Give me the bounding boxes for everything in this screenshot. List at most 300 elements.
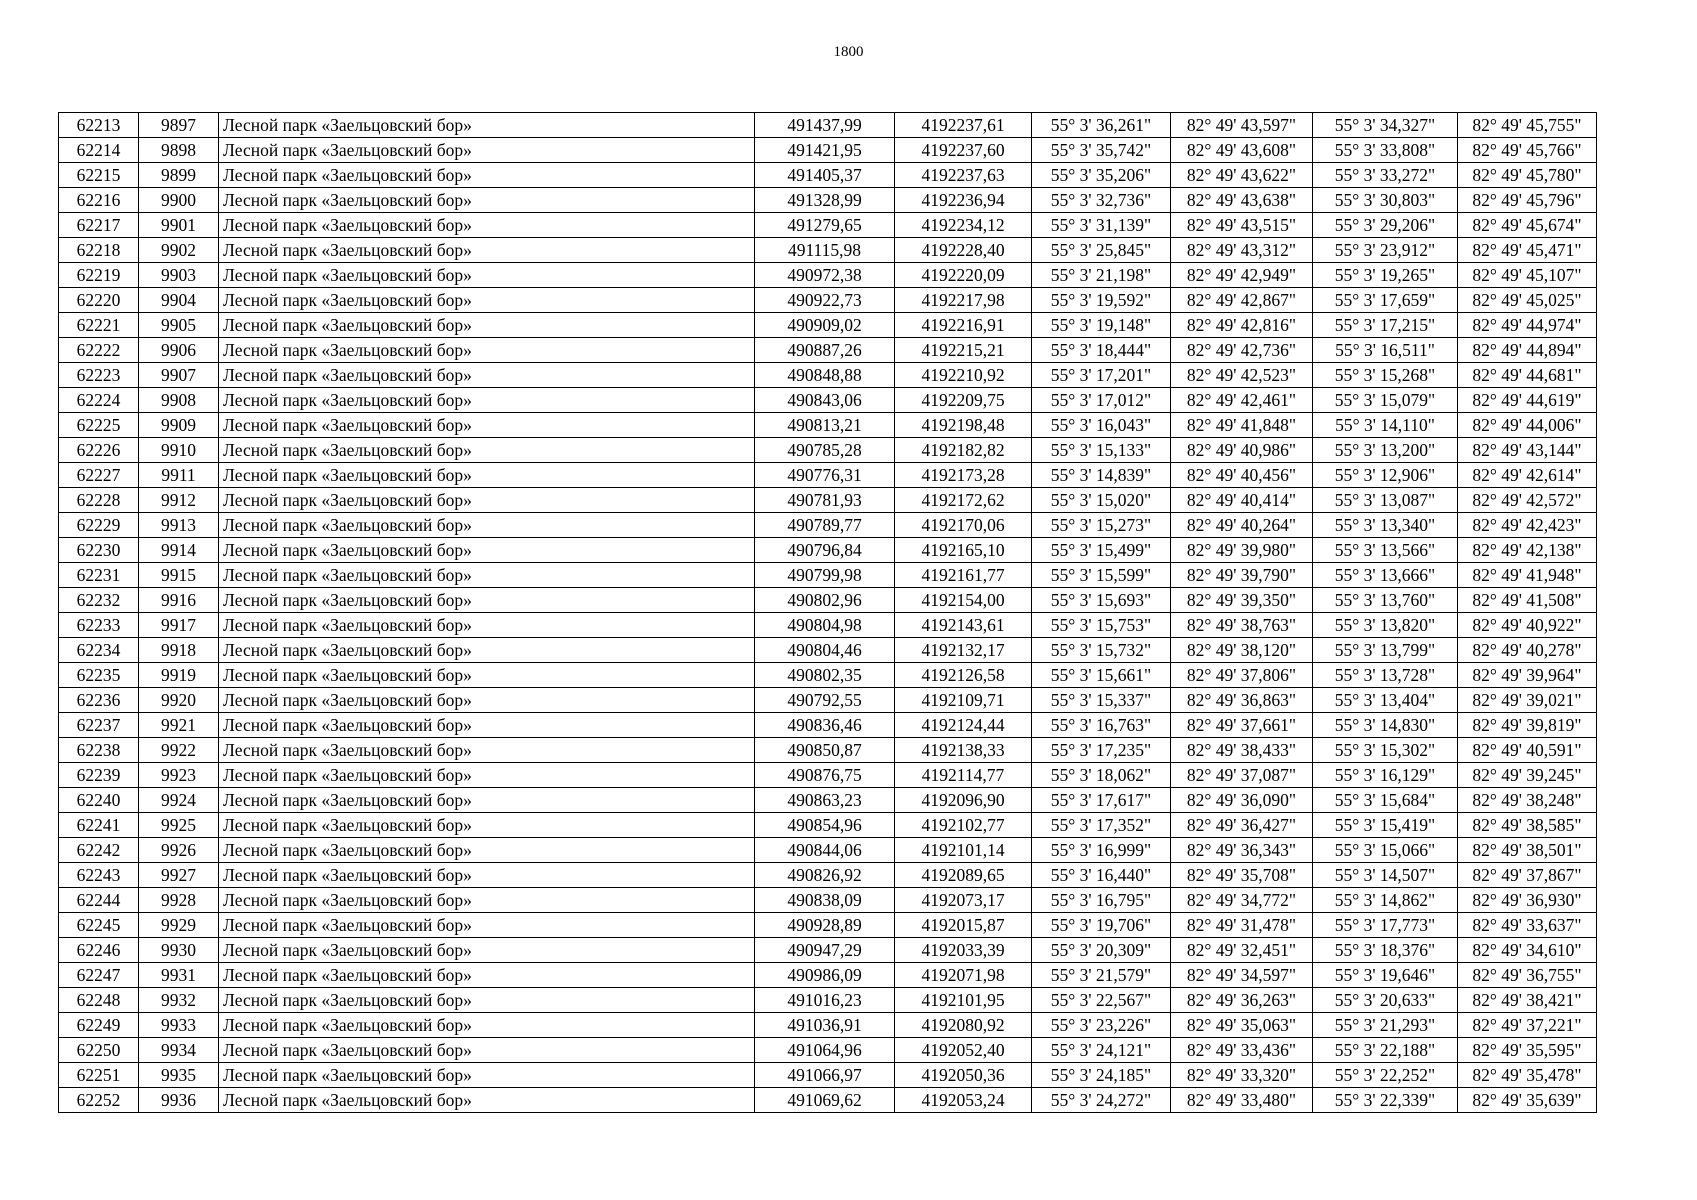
cell-latitude-2: 55° 3' 13,200" [1313, 438, 1458, 463]
cell-row-index: 62250 [59, 1038, 139, 1063]
cell-coord-y: 4192198,48 [895, 413, 1032, 438]
table-row [59, 863, 1597, 888]
cell-row-index: 62249 [59, 1013, 139, 1038]
cell-longitude-2: 82° 49' 42,614" [1458, 463, 1597, 488]
cell-coord-y: 4192172,62 [895, 488, 1032, 513]
cell-latitude-1: 55° 3' 15,133" [1032, 438, 1171, 463]
cell-row-index: 62225 [59, 413, 139, 438]
table-row [59, 1038, 1597, 1063]
cell-longitude-2: 82° 49' 33,637" [1458, 913, 1597, 938]
cell-latitude-2: 55° 3' 15,684" [1313, 788, 1458, 813]
cell-latitude-2: 55° 3' 13,566" [1313, 538, 1458, 563]
cell-row-index: 62216 [59, 188, 139, 213]
cell-latitude-2: 55° 3' 15,066" [1313, 838, 1458, 863]
cell-latitude-1: 55° 3' 16,999" [1032, 838, 1171, 863]
cell-latitude-1: 55° 3' 36,261" [1032, 113, 1171, 138]
cell-coord-y: 4192033,39 [895, 938, 1032, 963]
cell-latitude-1: 55° 3' 20,309" [1032, 938, 1171, 963]
table-row [59, 588, 1597, 613]
cell-object-name: Лесной парк «Заельцовский бор» [219, 1088, 755, 1113]
cell-object-name: Лесной парк «Заельцовский бор» [219, 363, 755, 388]
cell-longitude-1: 82° 49' 42,867" [1171, 288, 1313, 313]
cell-coord-x: 490826,92 [755, 863, 895, 888]
cell-latitude-2: 55° 3' 15,079" [1313, 388, 1458, 413]
cell-object-name: Лесной парк «Заельцовский бор» [219, 713, 755, 738]
cell-object-name: Лесной парк «Заельцовский бор» [219, 113, 755, 138]
cell-latitude-1: 55° 3' 15,693" [1032, 588, 1171, 613]
cell-longitude-1: 82° 49' 39,790" [1171, 563, 1313, 588]
cell-object-name: Лесной парк «Заельцовский бор» [219, 688, 755, 713]
cell-object-name: Лесной парк «Заельцовский бор» [219, 563, 755, 588]
cell-point-number: 9918 [139, 638, 219, 663]
cell-coord-y: 4192089,65 [895, 863, 1032, 888]
table-row [59, 188, 1597, 213]
cell-point-number: 9911 [139, 463, 219, 488]
table-row [59, 1063, 1597, 1088]
cell-longitude-1: 82° 49' 36,427" [1171, 813, 1313, 838]
cell-point-number: 9935 [139, 1063, 219, 1088]
cell-longitude-2: 82° 49' 44,619" [1458, 388, 1597, 413]
cell-longitude-1: 82° 49' 43,622" [1171, 163, 1313, 188]
cell-longitude-1: 82° 49' 34,597" [1171, 963, 1313, 988]
cell-point-number: 9906 [139, 338, 219, 363]
cell-longitude-2: 82° 49' 45,107" [1458, 263, 1597, 288]
cell-longitude-2: 82° 49' 37,221" [1458, 1013, 1597, 1038]
cell-latitude-2: 55° 3' 20,633" [1313, 988, 1458, 1013]
cell-latitude-1: 55° 3' 19,706" [1032, 913, 1171, 938]
cell-latitude-2: 55° 3' 15,302" [1313, 738, 1458, 763]
cell-row-index: 62231 [59, 563, 139, 588]
cell-coord-y: 4192050,36 [895, 1063, 1032, 1088]
table-row [59, 1013, 1597, 1038]
table-row [59, 988, 1597, 1013]
cell-coord-y: 4192237,60 [895, 138, 1032, 163]
cell-latitude-1: 55° 3' 15,337" [1032, 688, 1171, 713]
cell-row-index: 62224 [59, 388, 139, 413]
cell-coord-x: 490792,55 [755, 688, 895, 713]
cell-coord-x: 490854,96 [755, 813, 895, 838]
cell-longitude-2: 82° 49' 40,278" [1458, 638, 1597, 663]
table-row [59, 663, 1597, 688]
cell-latitude-2: 55° 3' 13,404" [1313, 688, 1458, 713]
cell-object-name: Лесной парк «Заельцовский бор» [219, 638, 755, 663]
cell-point-number: 9929 [139, 913, 219, 938]
cell-latitude-1: 55° 3' 24,121" [1032, 1038, 1171, 1063]
cell-coord-x: 490836,46 [755, 713, 895, 738]
cell-longitude-1: 82° 49' 35,708" [1171, 863, 1313, 888]
cell-coord-y: 4192165,10 [895, 538, 1032, 563]
cell-row-index: 62252 [59, 1088, 139, 1113]
cell-point-number: 9912 [139, 488, 219, 513]
table-row [59, 438, 1597, 463]
cell-coord-y: 4192101,14 [895, 838, 1032, 863]
cell-longitude-1: 82° 49' 31,478" [1171, 913, 1313, 938]
cell-coord-y: 4192210,92 [895, 363, 1032, 388]
cell-row-index: 62221 [59, 313, 139, 338]
cell-row-index: 62246 [59, 938, 139, 963]
cell-point-number: 9898 [139, 138, 219, 163]
cell-object-name: Лесной парк «Заельцовский бор» [219, 263, 755, 288]
cell-point-number: 9910 [139, 438, 219, 463]
cell-object-name: Лесной парк «Заельцовский бор» [219, 913, 755, 938]
cell-point-number: 9928 [139, 888, 219, 913]
cell-latitude-2: 55° 3' 16,129" [1313, 763, 1458, 788]
cell-coord-x: 490789,77 [755, 513, 895, 538]
cell-coord-y: 4192170,06 [895, 513, 1032, 538]
cell-latitude-1: 55° 3' 23,226" [1032, 1013, 1171, 1038]
table-row [59, 813, 1597, 838]
cell-longitude-1: 82° 49' 37,661" [1171, 713, 1313, 738]
cell-coord-y: 4192114,77 [895, 763, 1032, 788]
cell-longitude-2: 82° 49' 45,755" [1458, 113, 1597, 138]
cell-coord-x: 490804,46 [755, 638, 895, 663]
table-row [59, 888, 1597, 913]
cell-longitude-1: 82° 49' 43,515" [1171, 213, 1313, 238]
cell-latitude-2: 55° 3' 12,906" [1313, 463, 1458, 488]
cell-longitude-2: 82° 49' 41,948" [1458, 563, 1597, 588]
cell-coord-x: 490909,02 [755, 313, 895, 338]
cell-latitude-2: 55° 3' 15,419" [1313, 813, 1458, 838]
cell-latitude-2: 55° 3' 14,862" [1313, 888, 1458, 913]
table-row [59, 638, 1597, 663]
cell-row-index: 62228 [59, 488, 139, 513]
cell-latitude-1: 55° 3' 35,206" [1032, 163, 1171, 188]
cell-coord-y: 4192102,77 [895, 813, 1032, 838]
cell-object-name: Лесной парк «Заельцовский бор» [219, 963, 755, 988]
cell-longitude-1: 82° 49' 38,120" [1171, 638, 1313, 663]
cell-longitude-2: 82° 49' 39,819" [1458, 713, 1597, 738]
cell-longitude-2: 82° 49' 34,610" [1458, 938, 1597, 963]
cell-longitude-1: 82° 49' 36,090" [1171, 788, 1313, 813]
cell-object-name: Лесной парк «Заельцовский бор» [219, 1038, 755, 1063]
cell-coord-x: 490863,23 [755, 788, 895, 813]
cell-latitude-2: 55° 3' 22,188" [1313, 1038, 1458, 1063]
table-row [59, 513, 1597, 538]
cell-row-index: 62237 [59, 713, 139, 738]
cell-object-name: Лесной парк «Заельцовский бор» [219, 538, 755, 563]
cell-point-number: 9900 [139, 188, 219, 213]
cell-latitude-1: 55° 3' 17,617" [1032, 788, 1171, 813]
cell-latitude-1: 55° 3' 21,198" [1032, 263, 1171, 288]
cell-latitude-1: 55° 3' 17,012" [1032, 388, 1171, 413]
cell-longitude-1: 82° 49' 43,597" [1171, 113, 1313, 138]
cell-longitude-1: 82° 49' 42,736" [1171, 338, 1313, 363]
cell-coord-x: 490850,87 [755, 738, 895, 763]
cell-coord-y: 4192217,98 [895, 288, 1032, 313]
cell-object-name: Лесной парк «Заельцовский бор» [219, 338, 755, 363]
cell-point-number: 9921 [139, 713, 219, 738]
cell-coord-x: 490972,38 [755, 263, 895, 288]
cell-object-name: Лесной парк «Заельцовский бор» [219, 213, 755, 238]
cell-object-name: Лесной парк «Заельцовский бор» [219, 738, 755, 763]
cell-longitude-2: 82° 49' 41,508" [1458, 588, 1597, 613]
cell-point-number: 9922 [139, 738, 219, 763]
cell-latitude-1: 55° 3' 16,043" [1032, 413, 1171, 438]
cell-longitude-1: 82° 49' 43,312" [1171, 238, 1313, 263]
cell-object-name: Лесной парк «Заельцовский бор» [219, 663, 755, 688]
cell-latitude-2: 55° 3' 13,799" [1313, 638, 1458, 663]
cell-point-number: 9933 [139, 1013, 219, 1038]
cell-coord-y: 4192220,09 [895, 263, 1032, 288]
cell-row-index: 62232 [59, 588, 139, 613]
cell-coord-y: 4192216,91 [895, 313, 1032, 338]
cell-coord-x: 490804,98 [755, 613, 895, 638]
cell-point-number: 9926 [139, 838, 219, 863]
cell-latitude-2: 55° 3' 17,773" [1313, 913, 1458, 938]
cell-coord-x: 490843,06 [755, 388, 895, 413]
cell-coord-y: 4192080,92 [895, 1013, 1032, 1038]
cell-coord-x: 490887,26 [755, 338, 895, 363]
cell-row-index: 62239 [59, 763, 139, 788]
cell-latitude-2: 55° 3' 13,760" [1313, 588, 1458, 613]
cell-point-number: 9904 [139, 288, 219, 313]
cell-longitude-2: 82° 49' 35,639" [1458, 1088, 1597, 1113]
cell-latitude-1: 55° 3' 16,795" [1032, 888, 1171, 913]
cell-coord-x: 490928,89 [755, 913, 895, 938]
cell-coord-x: 491437,99 [755, 113, 895, 138]
cell-latitude-2: 55° 3' 14,110" [1313, 413, 1458, 438]
table-row [59, 238, 1597, 263]
cell-row-index: 62214 [59, 138, 139, 163]
cell-longitude-2: 82° 49' 45,674" [1458, 213, 1597, 238]
cell-longitude-2: 82° 49' 39,245" [1458, 763, 1597, 788]
cell-coord-x: 490947,29 [755, 938, 895, 963]
cell-row-index: 62234 [59, 638, 139, 663]
cell-row-index: 62230 [59, 538, 139, 563]
cell-longitude-1: 82° 49' 33,480" [1171, 1088, 1313, 1113]
cell-point-number: 9927 [139, 863, 219, 888]
cell-latitude-2: 55° 3' 13,087" [1313, 488, 1458, 513]
cell-object-name: Лесной парк «Заельцовский бор» [219, 438, 755, 463]
cell-coord-x: 490802,35 [755, 663, 895, 688]
cell-coord-x: 490785,28 [755, 438, 895, 463]
table-row [59, 213, 1597, 238]
cell-longitude-2: 82° 49' 36,755" [1458, 963, 1597, 988]
cell-longitude-2: 82° 49' 42,423" [1458, 513, 1597, 538]
cell-point-number: 9932 [139, 988, 219, 1013]
cell-object-name: Лесной парк «Заельцовский бор» [219, 463, 755, 488]
cell-row-index: 62240 [59, 788, 139, 813]
table-row [59, 938, 1597, 963]
cell-longitude-2: 82° 49' 44,974" [1458, 313, 1597, 338]
cell-coord-y: 4192215,21 [895, 338, 1032, 363]
cell-point-number: 9901 [139, 213, 219, 238]
table-row [59, 413, 1597, 438]
table-row [59, 563, 1597, 588]
cell-point-number: 9915 [139, 563, 219, 588]
cell-longitude-2: 82° 49' 38,501" [1458, 838, 1597, 863]
cell-latitude-2: 55° 3' 18,376" [1313, 938, 1458, 963]
cell-longitude-1: 82° 49' 43,638" [1171, 188, 1313, 213]
cell-coord-y: 4192015,87 [895, 913, 1032, 938]
cell-object-name: Лесной парк «Заельцовский бор» [219, 888, 755, 913]
table-row [59, 738, 1597, 763]
cell-latitude-1: 55° 3' 19,148" [1032, 313, 1171, 338]
cell-coord-y: 4192228,40 [895, 238, 1032, 263]
cell-longitude-1: 82° 49' 40,986" [1171, 438, 1313, 463]
cell-object-name: Лесной парк «Заельцовский бор» [219, 413, 755, 438]
cell-point-number: 9931 [139, 963, 219, 988]
cell-coord-y: 4192173,28 [895, 463, 1032, 488]
cell-coord-y: 4192154,00 [895, 588, 1032, 613]
cell-latitude-2: 55° 3' 19,265" [1313, 263, 1458, 288]
cell-longitude-1: 82° 49' 33,436" [1171, 1038, 1313, 1063]
cell-longitude-1: 82° 49' 42,816" [1171, 313, 1313, 338]
cell-longitude-2: 82° 49' 39,021" [1458, 688, 1597, 713]
cell-coord-y: 4192126,58 [895, 663, 1032, 688]
cell-longitude-1: 82° 49' 42,523" [1171, 363, 1313, 388]
cell-longitude-1: 82° 49' 42,949" [1171, 263, 1313, 288]
cell-object-name: Лесной парк «Заельцовский бор» [219, 588, 755, 613]
cell-latitude-2: 55° 3' 13,666" [1313, 563, 1458, 588]
cell-point-number: 9924 [139, 788, 219, 813]
cell-latitude-2: 55° 3' 14,507" [1313, 863, 1458, 888]
cell-longitude-2: 82° 49' 39,964" [1458, 663, 1597, 688]
table-row [59, 488, 1597, 513]
cell-latitude-1: 55° 3' 22,567" [1032, 988, 1171, 1013]
cell-coord-x: 490876,75 [755, 763, 895, 788]
cell-object-name: Лесной парк «Заельцовский бор» [219, 163, 755, 188]
cell-latitude-2: 55° 3' 22,339" [1313, 1088, 1458, 1113]
table-row [59, 913, 1597, 938]
table-row [59, 138, 1597, 163]
cell-row-index: 62213 [59, 113, 139, 138]
cell-row-index: 62248 [59, 988, 139, 1013]
cell-point-number: 9909 [139, 413, 219, 438]
cell-latitude-2: 55° 3' 13,728" [1313, 663, 1458, 688]
cell-longitude-1: 82° 49' 36,343" [1171, 838, 1313, 863]
cell-object-name: Лесной парк «Заельцовский бор» [219, 838, 755, 863]
cell-longitude-1: 82° 49' 41,848" [1171, 413, 1313, 438]
cell-coord-y: 4192143,61 [895, 613, 1032, 638]
cell-latitude-1: 55° 3' 18,444" [1032, 338, 1171, 363]
cell-coord-y: 4192124,44 [895, 713, 1032, 738]
table-row [59, 463, 1597, 488]
cell-longitude-1: 82° 49' 36,263" [1171, 988, 1313, 1013]
cell-point-number: 9934 [139, 1038, 219, 1063]
cell-latitude-1: 55° 3' 15,499" [1032, 538, 1171, 563]
cell-latitude-1: 55° 3' 24,185" [1032, 1063, 1171, 1088]
cell-row-index: 62217 [59, 213, 139, 238]
cell-longitude-2: 82° 49' 45,766" [1458, 138, 1597, 163]
cell-coord-y: 4192073,17 [895, 888, 1032, 913]
table-row [59, 313, 1597, 338]
cell-longitude-2: 82° 49' 45,796" [1458, 188, 1597, 213]
table-row [59, 163, 1597, 188]
cell-point-number: 9903 [139, 263, 219, 288]
table-row [59, 363, 1597, 388]
cell-coord-x: 490799,98 [755, 563, 895, 588]
cell-object-name: Лесной парк «Заельцовский бор» [219, 988, 755, 1013]
cell-longitude-2: 82° 49' 36,930" [1458, 888, 1597, 913]
cell-latitude-2: 55° 3' 29,206" [1313, 213, 1458, 238]
cell-latitude-1: 55° 3' 15,661" [1032, 663, 1171, 688]
cell-coord-y: 4192109,71 [895, 688, 1032, 713]
cell-longitude-2: 82° 49' 45,780" [1458, 163, 1597, 188]
cell-latitude-1: 55° 3' 32,736" [1032, 188, 1171, 213]
cell-longitude-2: 82° 49' 42,572" [1458, 488, 1597, 513]
cell-object-name: Лесной парк «Заельцовский бор» [219, 938, 755, 963]
cell-row-index: 62233 [59, 613, 139, 638]
cell-coord-x: 491279,65 [755, 213, 895, 238]
cell-latitude-1: 55° 3' 17,352" [1032, 813, 1171, 838]
cell-row-index: 62218 [59, 238, 139, 263]
cell-coord-y: 4192182,82 [895, 438, 1032, 463]
cell-row-index: 62236 [59, 688, 139, 713]
cell-longitude-1: 82° 49' 32,451" [1171, 938, 1313, 963]
cell-row-index: 62223 [59, 363, 139, 388]
cell-longitude-1: 82° 49' 37,806" [1171, 663, 1313, 688]
coordinates-table [58, 112, 1597, 1113]
cell-point-number: 9920 [139, 688, 219, 713]
cell-point-number: 9936 [139, 1088, 219, 1113]
cell-object-name: Лесной парк «Заельцовский бор» [219, 488, 755, 513]
cell-latitude-1: 55° 3' 15,753" [1032, 613, 1171, 638]
cell-object-name: Лесной парк «Заельцовский бор» [219, 313, 755, 338]
cell-latitude-1: 55° 3' 14,839" [1032, 463, 1171, 488]
table-row [59, 113, 1597, 138]
cell-latitude-2: 55° 3' 13,340" [1313, 513, 1458, 538]
cell-object-name: Лесной парк «Заельцовский бор» [219, 763, 755, 788]
cell-object-name: Лесной парк «Заельцовский бор» [219, 613, 755, 638]
cell-latitude-1: 55° 3' 17,201" [1032, 363, 1171, 388]
cell-coord-x: 491115,98 [755, 238, 895, 263]
cell-longitude-1: 82° 49' 38,433" [1171, 738, 1313, 763]
cell-point-number: 9905 [139, 313, 219, 338]
cell-latitude-1: 55° 3' 15,599" [1032, 563, 1171, 588]
cell-point-number: 9902 [139, 238, 219, 263]
cell-longitude-2: 82° 49' 38,421" [1458, 988, 1597, 1013]
cell-coord-x: 491421,95 [755, 138, 895, 163]
cell-latitude-1: 55° 3' 35,742" [1032, 138, 1171, 163]
cell-latitude-2: 55° 3' 21,293" [1313, 1013, 1458, 1038]
cell-coord-y: 4192101,95 [895, 988, 1032, 1013]
cell-longitude-2: 82° 49' 40,591" [1458, 738, 1597, 763]
cell-longitude-2: 82° 49' 38,585" [1458, 813, 1597, 838]
cell-coord-x: 490781,93 [755, 488, 895, 513]
cell-row-index: 62235 [59, 663, 139, 688]
cell-coord-x: 490922,73 [755, 288, 895, 313]
cell-longitude-2: 82° 49' 40,922" [1458, 613, 1597, 638]
cell-point-number: 9899 [139, 163, 219, 188]
cell-longitude-2: 82° 49' 42,138" [1458, 538, 1597, 563]
cell-longitude-2: 82° 49' 44,894" [1458, 338, 1597, 363]
cell-coord-x: 491036,91 [755, 1013, 895, 1038]
cell-coord-x: 490796,84 [755, 538, 895, 563]
cell-latitude-2: 55° 3' 33,808" [1313, 138, 1458, 163]
table-row [59, 338, 1597, 363]
cell-coord-x: 490776,31 [755, 463, 895, 488]
cell-latitude-1: 55° 3' 31,139" [1032, 213, 1171, 238]
cell-object-name: Лесной парк «Заельцовский бор» [219, 788, 755, 813]
cell-latitude-1: 55° 3' 15,732" [1032, 638, 1171, 663]
cell-point-number: 9916 [139, 588, 219, 613]
cell-longitude-1: 82° 49' 40,414" [1171, 488, 1313, 513]
cell-longitude-2: 82° 49' 45,471" [1458, 238, 1597, 263]
cell-latitude-2: 55° 3' 17,659" [1313, 288, 1458, 313]
cell-longitude-2: 82° 49' 44,681" [1458, 363, 1597, 388]
cell-object-name: Лесной парк «Заельцовский бор» [219, 138, 755, 163]
cell-latitude-2: 55° 3' 19,646" [1313, 963, 1458, 988]
cell-latitude-1: 55° 3' 21,579" [1032, 963, 1171, 988]
table-row [59, 688, 1597, 713]
cell-coord-y: 4192237,63 [895, 163, 1032, 188]
cell-coord-x: 490986,09 [755, 963, 895, 988]
cell-point-number: 9925 [139, 813, 219, 838]
cell-latitude-1: 55° 3' 19,592" [1032, 288, 1171, 313]
table-row [59, 763, 1597, 788]
cell-longitude-2: 82° 49' 37,867" [1458, 863, 1597, 888]
